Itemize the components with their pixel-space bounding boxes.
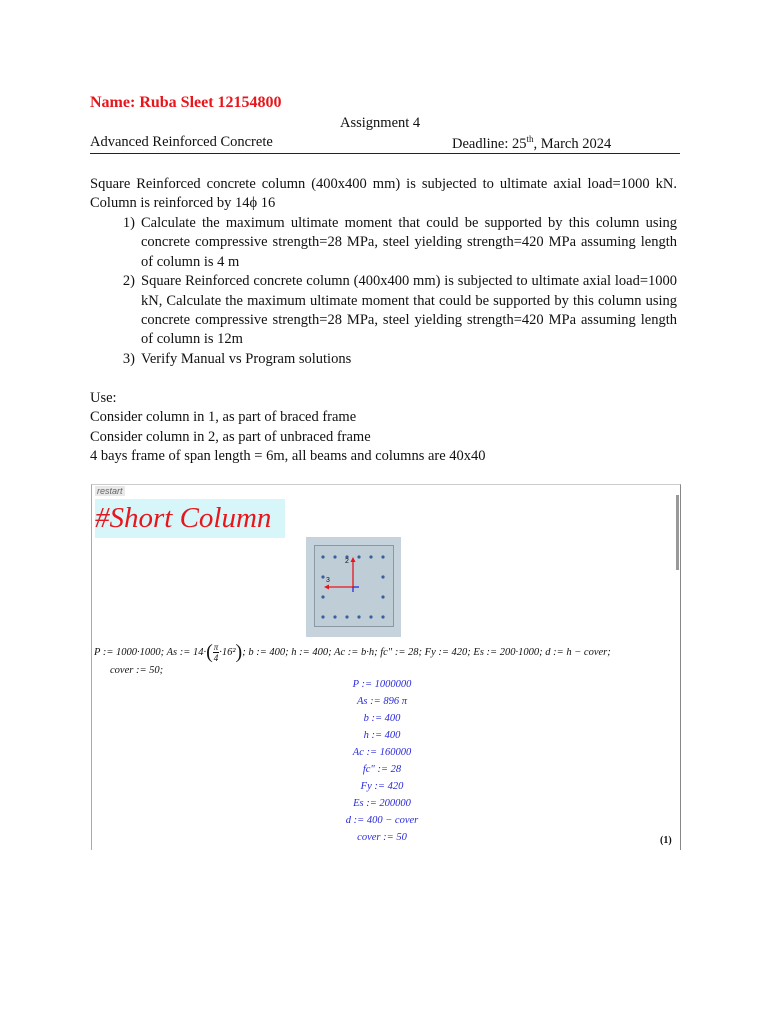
- paren-close: ): [235, 641, 243, 663]
- output-line: Ac := 160000: [352, 747, 412, 758]
- list-item: [90, 350, 677, 369]
- output-line: cover := 50: [357, 832, 407, 843]
- column-section-figure: [306, 537, 401, 637]
- cmd-part: P := 1000·1000; As := 14·: [94, 646, 207, 658]
- maple-input-line-2[interactable]: cover := 50;: [110, 665, 164, 676]
- axis-2-label: 2: [345, 558, 349, 565]
- assignment-title: Assignment 4: [340, 115, 421, 131]
- output-line: Fy := 420: [360, 781, 404, 792]
- student-name: Name: Ruba Sleet 12154800: [90, 94, 282, 111]
- list-text: Square Reinforced concrete column (400x400 mm) is subjected to ultimate axial load=1000 kN, Calculate the maximum ultimate moment that could be supported by this column using concrete compressive strength=28 MPa, steel yielding strength=420 MPa assuming length of column is 12m: [141, 273, 677, 348]
- paren-open: (: [206, 641, 213, 663]
- output-line: As := 896 π: [357, 696, 407, 707]
- output-line: d := 400 − cover: [345, 815, 419, 826]
- list-number: 3): [122, 350, 135, 367]
- header-divider: [90, 153, 680, 154]
- output-line: b := 400: [363, 713, 401, 724]
- list-item: [90, 214, 677, 272]
- cmd-part: ·16²: [219, 646, 236, 658]
- list-number: 1): [122, 215, 135, 231]
- worksheet-heading: #Short Column: [95, 499, 285, 538]
- intro-paragraph: Square Reinforced concrete column (400x400 mm) is subjected to ultimate axial load=1000 kN. Column is reinforced by 14ϕ 16: [90, 176, 677, 212]
- equation-number: (1): [660, 835, 672, 846]
- cmd-part: ; b := 400; h := 400; Ac := b·h; fc" := 28; Fy := 420; Es := 200·1000; d := h − cover;: [242, 646, 611, 658]
- course-title: Advanced Reinforced Concrete: [90, 134, 273, 150]
- list-number: 2): [122, 273, 135, 290]
- frac-numerator: π: [213, 642, 219, 652]
- scrollbar-thumb[interactable]: [676, 495, 679, 570]
- maple-input-line[interactable]: [94, 641, 611, 664]
- output-line: h := 400: [363, 730, 401, 741]
- frac-denominator: 4: [213, 653, 219, 663]
- list-text: Verify Manual vs Program solutions: [141, 350, 352, 367]
- list-item: [90, 272, 677, 350]
- use-line: 4 bays frame of span length = 6m, all beams and columns are 40x40: [90, 448, 486, 465]
- output-line: fc" := 28: [362, 764, 402, 775]
- deadline-suffix: , March 2024: [533, 135, 612, 152]
- rebar-layout: [315, 546, 393, 626]
- use-section: [90, 389, 677, 467]
- list-text: Calculate the maximum ultimate moment that could be supported by this column using concrete compressive strength=28 MPa, steel yielding strength=420 MPa assuming length of column is 4 m: [141, 215, 677, 270]
- use-label: Use:: [90, 390, 117, 406]
- column-section: [314, 545, 394, 627]
- restart-command[interactable]: restart: [97, 486, 123, 496]
- task-list: [90, 214, 677, 369]
- deadline-prefix: Deadline: 25: [452, 135, 527, 152]
- output-line: P := 1000000: [352, 679, 412, 690]
- deadline: [452, 134, 611, 153]
- use-line: Consider column in 2, as part of unbraced frame: [90, 428, 371, 445]
- use-line: Consider column in 1, as part of braced frame: [90, 409, 357, 426]
- deadline-sup: th: [526, 134, 534, 144]
- maple-worksheet[interactable]: [91, 484, 681, 850]
- output-line: Es := 200000: [353, 798, 411, 809]
- axis-3-label: 3: [326, 577, 330, 584]
